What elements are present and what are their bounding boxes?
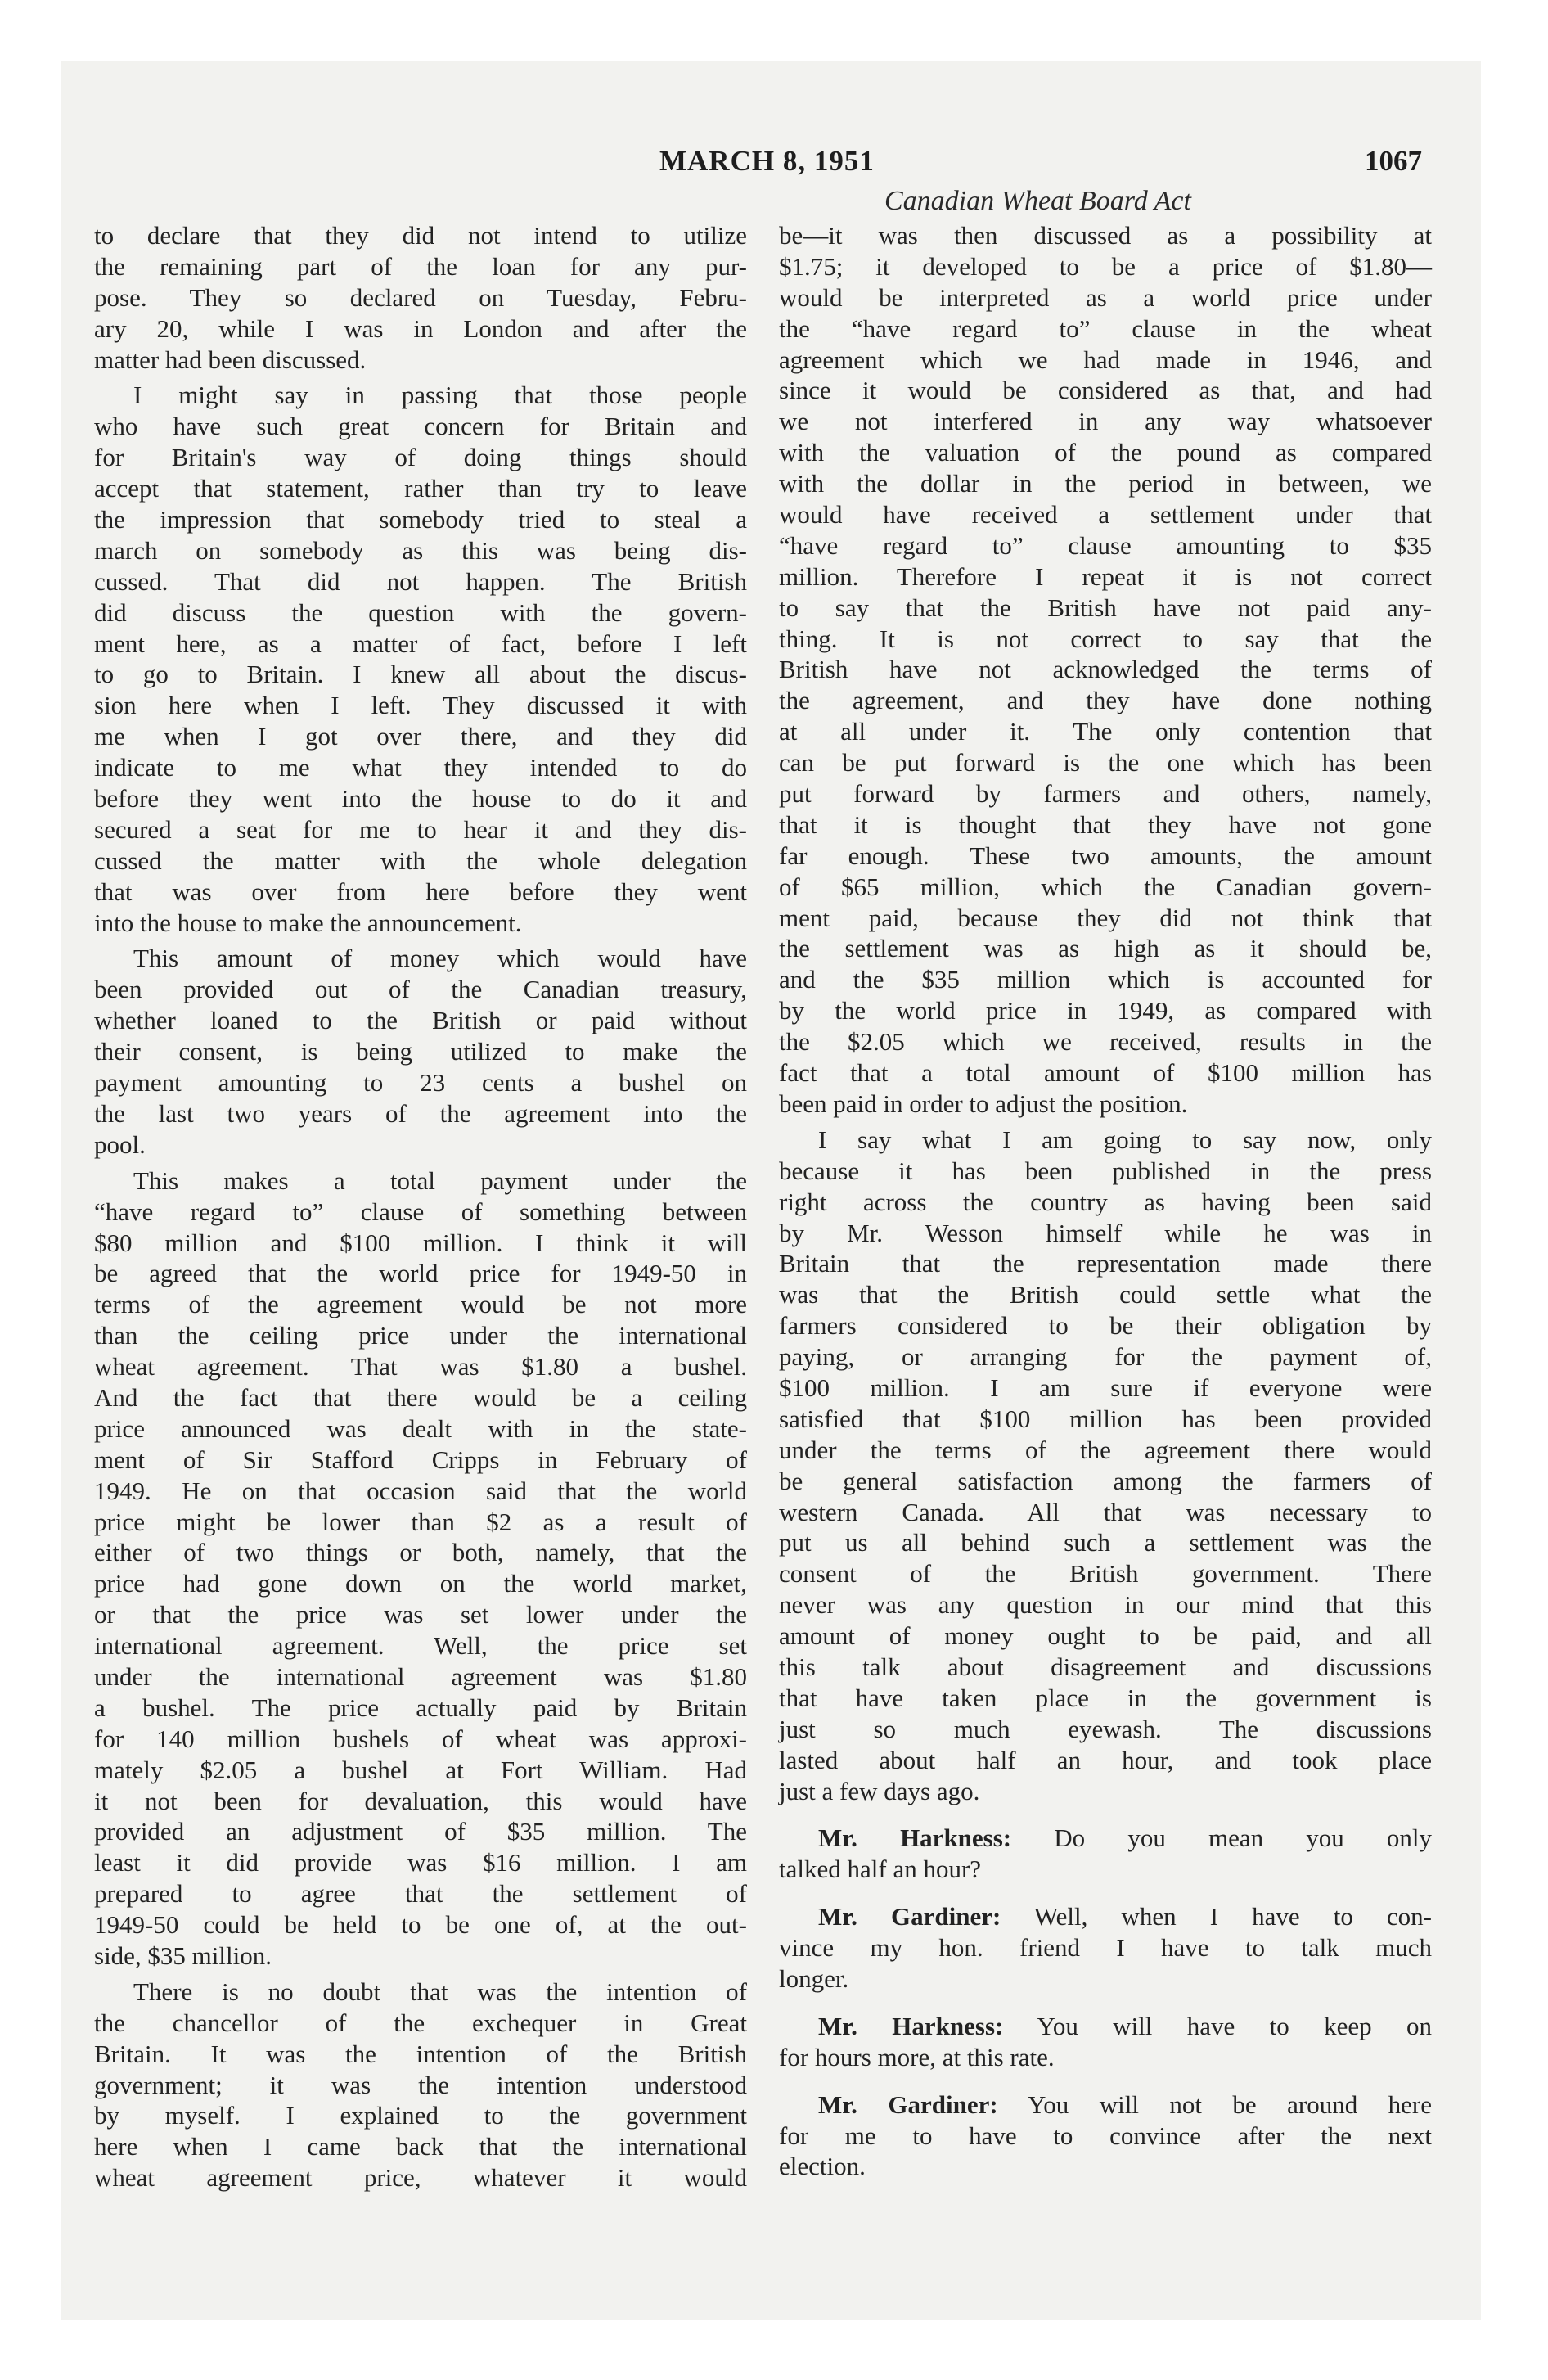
line-text: who have such great concern for Britain and [94,412,747,441]
text-line [779,593,1432,624]
text-line [779,933,1432,964]
text-line [94,1599,747,1630]
text-line [779,995,1432,1026]
line-text: I might say in passing that those people [133,381,747,410]
text-line [779,1589,1432,1620]
text-line [94,2100,747,2131]
text-line [779,437,1432,468]
line-text: fact that a total amount of $100 million has [779,1058,1432,1088]
text-line [779,654,1432,685]
running-head: Canadian Wheat Board Act [884,186,1191,216]
line-text: price might be lower than $2 as a result of [94,1507,747,1536]
line-text: election. [779,2152,866,2181]
line-text: cussed. That did not happen. The British [94,566,747,596]
text-line [94,783,747,814]
line-text: by Mr. Wesson himself while he was in [779,1218,1432,1247]
text-line [779,220,1432,251]
line-text: accept that statement, rather than try to leave [94,474,747,503]
speaker-name: Mr. Gardiner: [818,2089,998,2119]
text-line [94,1165,747,1197]
text-line [94,597,747,629]
text-line [779,809,1432,841]
line-text: march on somebody as this was being dis- [94,535,747,565]
line-text: can be put forward is the one which has been [779,748,1432,778]
text-line [779,2089,1432,2121]
left-column [94,220,747,2193]
text-line [779,1497,1432,1528]
line-text: Do you mean you only [1011,1823,1432,1853]
text-line [779,1057,1432,1089]
text-line [94,442,747,473]
text-line [94,814,747,845]
line-text: because it has been published in the press [779,1156,1432,1185]
line-text: under the terms of the agreement there would [779,1435,1432,1464]
paragraph-gap [779,2073,1432,2089]
line-text: wheat agreement price, whatever it would [94,2163,747,2193]
header-date: MARCH 8, 1951 [659,145,875,177]
text-line [94,380,747,411]
text-line [94,690,747,721]
line-text: ment of Sir Stafford Cripps in February of [94,1445,747,1474]
line-text: would have received a settlement under that [779,500,1432,530]
text-line [94,659,747,690]
text-line [779,1963,1432,1995]
line-text: You will not be around here [997,2089,1433,2119]
line-text: 1949. He on that occasion said that the world [94,1476,747,1505]
line-text: put us all behind such a settlement was the [779,1528,1432,1557]
text-line [94,535,747,566]
line-text: that was over from here before they went [94,877,747,906]
text-line [779,1683,1432,1714]
text-line [779,2121,1432,2152]
text-line [779,530,1432,561]
text-line [94,1098,747,1129]
line-text: by the world price in 1949, as compared with [779,996,1432,1025]
line-text: for 140 million bushels of wheat was approxi- [94,1724,747,1753]
line-text: was that the British could settle what the [779,1280,1432,1309]
line-text: the $2.05 which we received, results in the [779,1027,1432,1057]
line-text: just a few days ago. [779,1776,980,1805]
text-line [94,504,747,535]
text-line [94,251,747,282]
line-text: to declare that they did not intend to utilize [94,221,747,250]
line-text: the agreement, and they have done nothing [779,686,1432,715]
line-text: or that the price was set lower under the [94,1600,747,1629]
text-line [779,1341,1432,1373]
text-line [94,473,747,504]
text-line [94,1724,747,1755]
text-line [779,2151,1432,2182]
text-line [779,1823,1432,1854]
text-line [779,468,1432,499]
line-text: international agreement. Well, the price set [94,1631,747,1661]
text-line [779,1620,1432,1652]
line-text: and the $35 million which is accounted for [779,965,1432,994]
text-line [94,2162,747,2193]
line-text: this talk about disagreement and discussions [779,1652,1432,1681]
line-text: put forward by farmers and others, namely, [779,779,1432,809]
line-text: “have regard to” clause amounting to $35 [779,530,1432,560]
text-line [779,561,1432,593]
text-line [94,1036,747,1067]
text-line [94,877,747,908]
text-line [94,1476,747,1507]
line-text: provided an adjustment of $35 million. The [94,1817,747,1846]
line-text: There is no doubt that was the intention of [133,1977,747,2006]
speaker-name: Mr. Harkness: [818,1823,1012,1853]
text-line [94,1445,747,1476]
line-text: the impression that somebody tried to steal a [94,505,747,534]
line-text: You will have to keep on [1003,2011,1432,2040]
text-line [94,1351,747,1382]
line-text: that have taken place in the government is [779,1683,1432,1712]
line-text: secured a seat for me to hear it and they dis- [94,814,747,844]
text-line [779,1932,1432,1963]
line-text: never was any question in our mind that this [779,1590,1432,1620]
line-text: agreement which we had made in 1946, and [779,345,1432,374]
line-text: paying, or arranging for the payment of, [779,1342,1432,1372]
line-text: either of two things or both, namely, that the [94,1538,747,1567]
line-text: that it is thought that they have not gone [779,809,1432,839]
text-line [779,964,1432,995]
text-line [779,716,1432,747]
line-text: thing. It is not correct to say that the [779,624,1432,653]
text-line [779,685,1432,716]
text-line [94,313,747,345]
text-line [94,2131,747,2162]
line-text: for hours more, at this rate. [779,2042,1055,2071]
text-line [779,624,1432,655]
text-line [779,1776,1432,1807]
line-text: pool. [94,1129,146,1159]
line-text: here when I came back that the international [94,2132,747,2161]
line-text: $1.75; it developed to be a price of $1.80— [779,251,1432,281]
line-text: Britain. It was the intention of the British [94,2039,747,2068]
line-text: whether loaned to the British or paid without [94,1006,747,1035]
text-line [779,747,1432,778]
line-text: matter had been discussed. [94,345,367,374]
line-text: “have regard to” clause of something between [94,1197,747,1226]
line-text: been paid in order to adjust the position. [779,1089,1188,1118]
line-text: we not interfered in any way whatsoever [779,407,1432,436]
text-line [94,908,747,939]
text-line [779,1310,1432,1341]
line-text: under the international agreement was $1.80 [94,1661,747,1691]
speaker-name: Mr. Gardiner: [818,1902,1001,1931]
text-line [94,566,747,597]
line-text: I say what I am going to say now, only [818,1125,1432,1154]
line-text: consent of the British government. There [779,1559,1432,1589]
text-line [94,1382,747,1413]
text-line [779,872,1432,903]
text-line [779,778,1432,809]
text-line [779,1089,1432,1120]
line-text: be general satisfaction among the farmers of [779,1466,1432,1495]
line-text: western Canada. All that was necessary to [779,1497,1432,1526]
line-text: farmers considered to be their obligation by [779,1311,1432,1341]
line-text: mately $2.05 a bushel at Fort William. Had [94,1755,747,1784]
text-line [779,1125,1432,1156]
line-text: This amount of money which would have [133,944,747,973]
text-line [779,1652,1432,1683]
line-text: the settlement was as high as it should be, [779,934,1432,963]
text-line [779,1466,1432,1497]
line-text: lasted about half an hour, and took place [779,1745,1432,1774]
line-text: ary 20, while I was in London and after the [94,313,747,343]
text-line [94,1067,747,1098]
text-line [779,313,1432,345]
text-line [94,220,747,251]
line-text: their consent, is being utilized to make the [94,1037,747,1066]
line-text: payment amounting to 23 cents a bushel on [94,1068,747,1098]
text-line [94,752,747,783]
line-text: right across the country as having been said [779,1187,1432,1216]
line-text: pose. They so declared on Tuesday, Febru- [94,282,747,312]
text-line [779,1435,1432,1466]
text-line [779,406,1432,437]
line-text: price had gone down on the world market, [94,1569,747,1598]
line-text: since it would be considered as that, and had [779,376,1432,405]
line-text: sion here when I left. They discussed it with [94,691,747,720]
line-text: $80 million and $100 million. I think it will [94,1228,747,1257]
line-text: far enough. These two amounts, the amount [779,841,1432,870]
text-line [94,1258,747,1289]
paragraph-gap [779,1995,1432,2011]
line-text: a bushel. The price actually paid by Britain [94,1693,747,1722]
text-line [94,1941,747,1972]
text-line [779,282,1432,313]
text-line [94,845,747,877]
text-line [779,1373,1432,1404]
text-line [779,499,1432,530]
text-line [94,1507,747,1538]
line-text: before they went into the house to do it and [94,784,747,814]
text-line [94,721,747,752]
line-text: for me to have to convince after the next [779,2121,1432,2150]
line-text: would be interpreted as a world price under [779,282,1432,312]
right-column [779,220,1432,2182]
text-line [94,2039,747,2070]
text-line [94,2008,747,2039]
text-line [94,2070,747,2101]
text-line [94,1413,747,1445]
text-line [94,1847,747,1878]
line-text: the chancellor of the exchequer in Great [94,2008,747,2037]
line-text: into the house to make the announcement. [94,908,522,937]
text-line [779,345,1432,376]
text-line [94,1977,747,2008]
text-line [94,411,747,442]
line-text: price announced was dealt with in the state- [94,1413,747,1443]
text-line [779,1404,1432,1435]
line-text: least it did provide was $16 million. I am [94,1848,747,1877]
line-text: Britain that the representation made there [779,1249,1432,1278]
text-line [94,1129,747,1161]
text-line [94,1816,747,1847]
line-text: talked half an hour? [779,1855,982,1884]
line-text: with the valuation of the pound as compared [779,438,1432,467]
line-text: the remaining part of the loan for any pur- [94,251,747,281]
line-text: ment here, as a matter of fact, before I left [94,629,747,658]
text-line [779,1714,1432,1745]
text-line [94,1630,747,1661]
text-line [779,1248,1432,1279]
line-text: with the dollar in the period in between, we [779,469,1432,498]
line-text: This makes a total payment under the [133,1165,747,1195]
text-line [779,1026,1432,1057]
line-text: government; it was the intention understood [94,2070,747,2099]
page-number: 1067 [1365,145,1422,177]
text-line [779,1187,1432,1218]
text-line [779,1558,1432,1589]
text-line [94,1289,747,1320]
line-text: 1949-50 could be held to be one of, at the out- [94,1910,747,1940]
line-text: been provided out of the Canadian treasury, [94,975,747,1004]
text-line [94,1909,747,1941]
text-line [779,2042,1432,2073]
line-text: side, $35 million. [94,1941,272,1970]
line-text: just so much eyewash. The discussions [779,1714,1432,1743]
text-line [94,1005,747,1036]
line-text: $100 million. I am sure if everyone were [779,1373,1432,1402]
text-line [94,629,747,660]
line-text: than the ceiling price under the international [94,1321,747,1350]
text-line [779,1854,1432,1885]
text-line [779,251,1432,282]
text-line [779,1156,1432,1187]
line-text: for Britain's way of doing things should [94,443,747,472]
text-line [94,1537,747,1568]
text-line [94,1228,747,1259]
text-line [94,1320,747,1351]
text-line [94,1755,747,1786]
line-text: to go to Britain. I knew all about the discus- [94,660,747,689]
text-line [94,1878,747,1909]
line-text: British have not acknowledged the terms of [779,655,1432,684]
text-line [779,1279,1432,1310]
line-text: me when I got over there, and they did [94,722,747,751]
paragraph-gap [779,1806,1432,1823]
line-text: the last two years of the agreement into the [94,1098,747,1128]
line-text: did discuss the question with the govern- [94,597,747,627]
text-line [779,1901,1432,1932]
line-text: prepared to agree that the settlement of [94,1879,747,1909]
text-line [94,1693,747,1724]
line-text: cussed the matter with the whole delegation [94,845,747,875]
line-text: by myself. I explained to the government [94,2101,747,2130]
text-line [779,1745,1432,1776]
text-line [779,1218,1432,1249]
line-text: million. Therefore I repeat it is not correct [779,561,1432,591]
line-text: be—it was then discussed as a possibility at [779,221,1432,250]
text-line [94,282,747,313]
line-text: ment paid, because they did not think that [779,903,1432,932]
paragraph-gap [779,1885,1432,1901]
line-text: vince my hon. friend I have to talk much [779,1933,1432,1963]
text-line [779,375,1432,406]
text-line [779,903,1432,934]
text-line [779,2011,1432,2042]
line-text: And the fact that there would be a ceiling [94,1382,747,1412]
line-text: be agreed that the world price for 1949-50 in [94,1259,747,1288]
speaker-name: Mr. Harkness: [818,2011,1004,2040]
text-line [94,974,747,1005]
text-line [779,1527,1432,1558]
line-text: to say that the British have not paid any- [779,593,1432,622]
text-line [779,841,1432,872]
line-text: it not been for devaluation, this would have [94,1786,747,1815]
line-text: the “have regard to” clause in the wheat [779,313,1432,343]
text-line [94,1197,747,1228]
line-text: indicate to me what they intended to do [94,753,747,782]
text-line [94,1786,747,1817]
line-text: amount of money ought to be paid, and all [779,1621,1432,1651]
text-line [94,1568,747,1599]
line-text: wheat agreement. That was $1.80 a bushel. [94,1352,747,1382]
text-line [94,1661,747,1693]
text-line [94,943,747,974]
line-text: Well, when I have to con- [1001,1902,1432,1931]
line-text: at all under it. The only contention that [779,717,1432,746]
line-text: terms of the agreement would be not more [94,1290,747,1319]
line-text: of $65 million, which the Canadian govern- [779,872,1432,901]
line-text: satisfied that $100 million has been provided [779,1404,1432,1433]
line-text: longer. [779,1963,849,1993]
text-line [94,345,747,376]
